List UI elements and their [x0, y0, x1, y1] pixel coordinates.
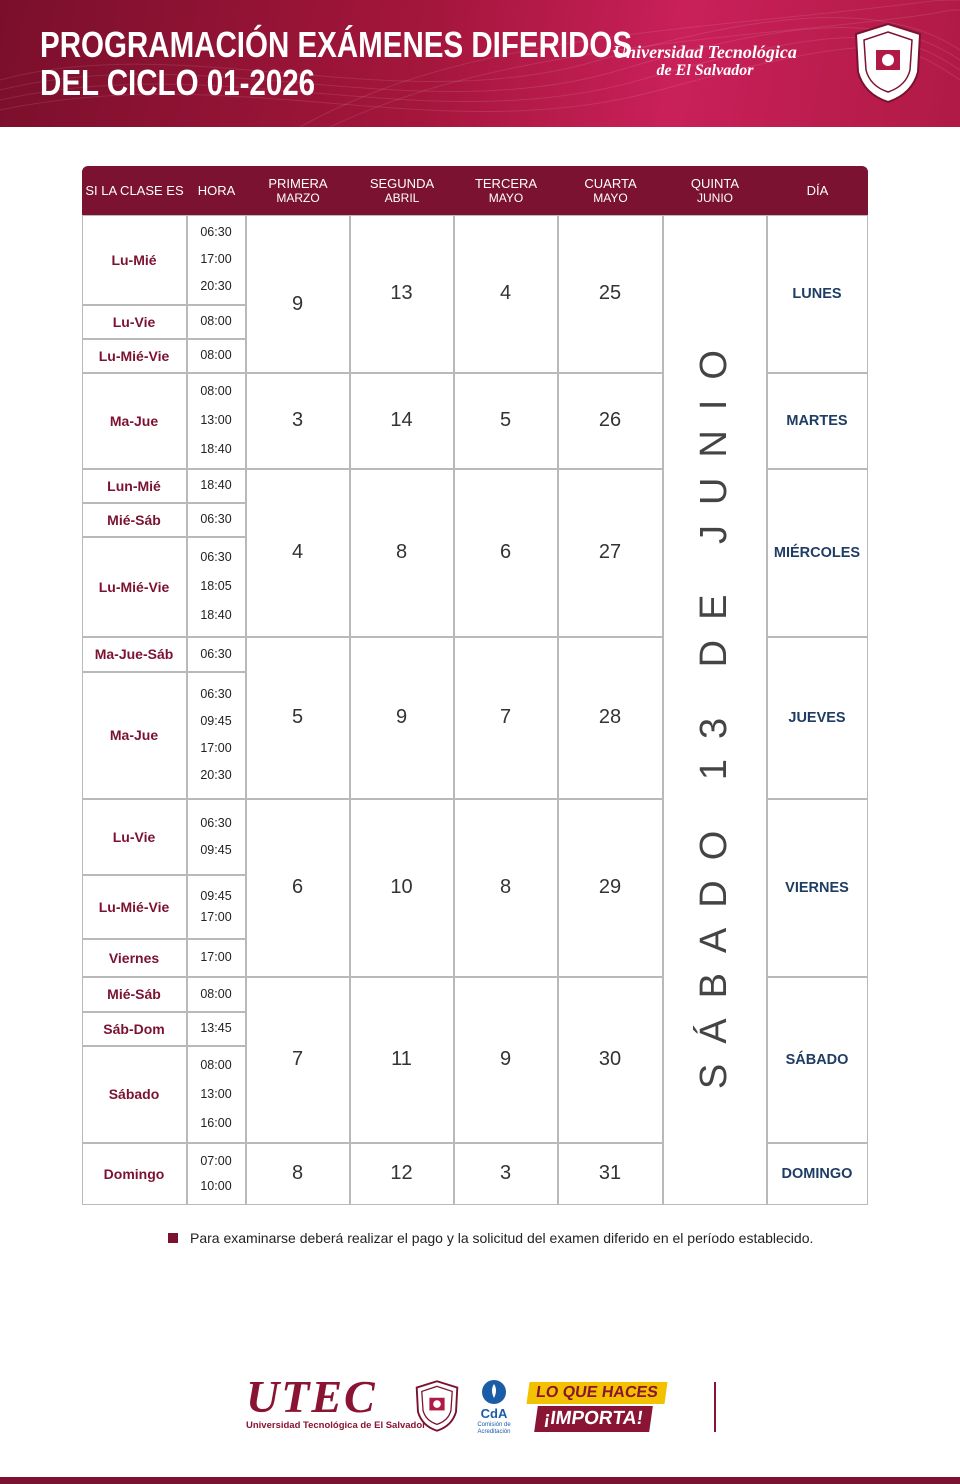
- table-row-clase: Sáb-Dom: [82, 1012, 187, 1046]
- table-row-horas: 06:30 18:05 18:40: [187, 537, 246, 637]
- header-primera: PRIMERA MARZO: [268, 175, 328, 205]
- tercera-value: 8: [454, 799, 558, 977]
- table-row-clase: Lu-Mié-Vie: [82, 875, 187, 939]
- table-row-horas: 06:30 09:45: [187, 799, 246, 875]
- tercera-value: 9: [454, 977, 558, 1143]
- exam-schedule-table: [82, 166, 868, 1205]
- table-row-horas: 08:00 13:00 16:00: [187, 1046, 246, 1143]
- bottom-bar: [0, 1477, 960, 1484]
- payment-note: [168, 1230, 813, 1246]
- table-row-horas: 06:30: [187, 503, 246, 537]
- note-text: Para examinarse deberá realizar el pago y la solicitud del examen diferido en el período establecido.: [190, 1230, 814, 1246]
- primera-value: 7: [246, 977, 350, 1143]
- dia-value: DOMINGO: [767, 1143, 868, 1205]
- cuarta-value: 30: [558, 977, 663, 1143]
- page-title: PROGRAMACIÓN EXÁMENES DIFERIDOS DEL CICLO 01-2026: [40, 24, 633, 103]
- table-row-clase: Viernes: [82, 939, 187, 977]
- quinta-date: SÁBADO 13 DE JUNIO: [693, 329, 735, 1090]
- segunda-value: 9: [350, 637, 454, 799]
- university-seal-icon: [852, 22, 924, 104]
- segunda-value: 13: [350, 215, 454, 373]
- table-row-horas: 08:00: [187, 977, 246, 1012]
- footer-seal-icon: [414, 1380, 460, 1432]
- table-row-clase: Ma-Jue: [82, 672, 187, 799]
- dia-value: JUEVES: [767, 637, 868, 799]
- header-quinta: QUINTA JUNIO: [690, 175, 740, 205]
- primera-value: 3: [246, 373, 350, 469]
- tercera-value: 4: [454, 215, 558, 373]
- cuarta-value: 28: [558, 637, 663, 799]
- dia-value: LUNES: [767, 215, 868, 373]
- dia-value: VIERNES: [767, 799, 868, 977]
- footer-divider: [714, 1382, 716, 1432]
- table-row-horas: 06:30: [187, 637, 246, 672]
- cda-label: CdA: [480, 1406, 508, 1421]
- header-clase: SI LA CLASE ES: [85, 183, 184, 198]
- cda-icon: [474, 1378, 514, 1422]
- table-body: [82, 215, 868, 1205]
- table-row-clase: Lu-Mié: [82, 215, 187, 305]
- tercera-value: 5: [454, 373, 558, 469]
- slogan-line2: ¡IMPORTA!: [534, 1406, 653, 1432]
- header-hora: HORA: [197, 183, 236, 198]
- cda-logo: [474, 1378, 514, 1434]
- cda-text: Comisión de Acreditación: [477, 1422, 511, 1435]
- segunda-value: 8: [350, 469, 454, 637]
- table-row-clase: Lu-Mié-Vie: [82, 339, 187, 373]
- primera-value: 6: [246, 799, 350, 977]
- cuarta-value: 26: [558, 373, 663, 469]
- primera-value: 5: [246, 637, 350, 799]
- table-row-clase: Domingo: [82, 1143, 187, 1205]
- tercera-value: 7: [454, 637, 558, 799]
- cuarta-value: 25: [558, 215, 663, 373]
- table-row-clase: Ma-Jue-Sáb: [82, 637, 187, 672]
- header-cuarta: CUARTA MAYO: [584, 175, 637, 205]
- tercera-value: 6: [454, 469, 558, 637]
- table-row-clase: Lu-Vie: [82, 305, 187, 339]
- table-row-clase: Lun-Mié: [82, 469, 187, 503]
- footer-logos: [0, 1372, 960, 1442]
- bullet-square-icon: [168, 1233, 178, 1243]
- header-banner: [0, 0, 960, 127]
- segunda-value: 11: [350, 977, 454, 1143]
- table-row-horas: 09:45 17:00: [187, 875, 246, 939]
- table-row-clase: Lu-Mié-Vie: [82, 537, 187, 637]
- table-row-horas: 07:00 10:00: [187, 1143, 246, 1205]
- table-row-horas: 06:30 09:45 17:00 20:30: [187, 672, 246, 799]
- table-row-clase: Sábado: [82, 1046, 187, 1143]
- dia-value: MARTES: [767, 373, 868, 469]
- cuarta-value: 27: [558, 469, 663, 637]
- utec-logo: UTEC: [246, 1371, 377, 1422]
- header-dia: DÍA: [806, 183, 829, 198]
- table-row-clase: Mié-Sáb: [82, 977, 187, 1012]
- table-row-horas: 08:00: [187, 305, 246, 339]
- header-tercera: TERCERA MAYO: [474, 175, 538, 205]
- cuarta-value: 29: [558, 799, 663, 977]
- utec-logo-subtitle: Universidad Tecnológica de El Salvador: [246, 1420, 426, 1431]
- cuarta-value: 31: [558, 1143, 663, 1205]
- segunda-value: 10: [350, 799, 454, 977]
- table-row-clase: Mié-Sáb: [82, 503, 187, 537]
- table-row-horas: 06:30 17:00 20:30: [187, 215, 246, 305]
- slogan-line1: LO QUE HACES: [526, 1382, 667, 1404]
- table-row-horas: 08:00: [187, 339, 246, 373]
- tercera-value: 3: [454, 1143, 558, 1205]
- table-header: [82, 166, 868, 215]
- primera-value: 8: [246, 1143, 350, 1205]
- table-row-horas: 18:40: [187, 469, 246, 503]
- quinta-column: [663, 215, 767, 1205]
- dia-value: MIÉRCOLES: [767, 469, 868, 637]
- table-row-horas: 13:45: [187, 1012, 246, 1046]
- university-brand: Universidad Tecnológica de El Salvador: [613, 42, 797, 79]
- table-row-horas: 08:00 13:00 18:40: [187, 373, 246, 469]
- table-row-clase: Ma-Jue: [82, 373, 187, 469]
- segunda-value: 14: [350, 373, 454, 469]
- primera-value: 4: [246, 469, 350, 637]
- header-segunda: SEGUNDA ABRIL: [369, 175, 435, 205]
- slogan-badge: [528, 1382, 704, 1434]
- table-row-clase: Lu-Vie: [82, 799, 187, 875]
- table-row-horas: 17:00: [187, 939, 246, 977]
- segunda-value: 12: [350, 1143, 454, 1205]
- dia-value: SÁBADO: [767, 977, 868, 1143]
- primera-value: 9: [246, 215, 350, 373]
